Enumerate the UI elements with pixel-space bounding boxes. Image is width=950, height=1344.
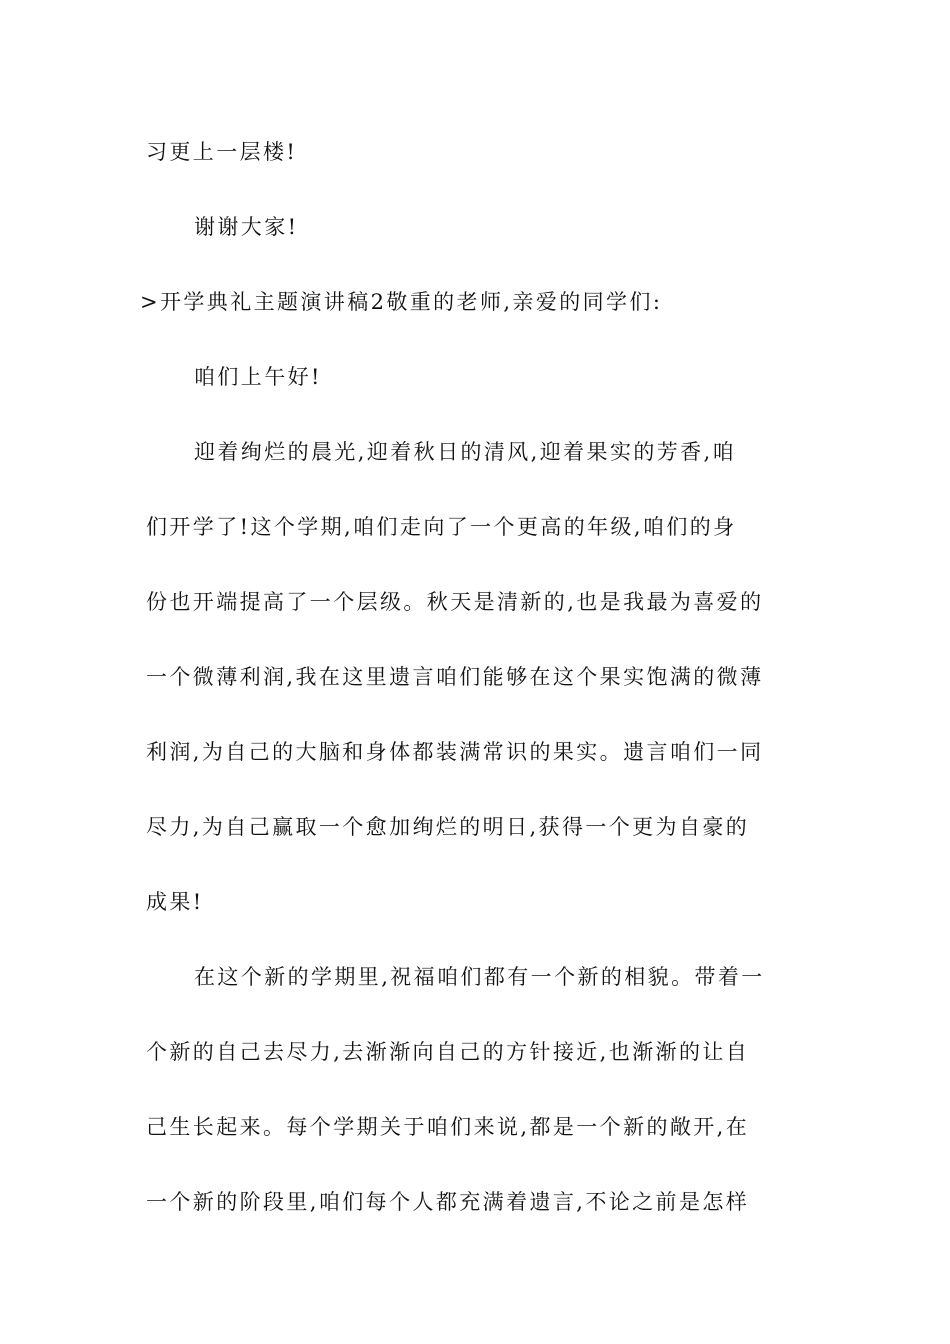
text-line: 己生长起来。每个学期关于咱们来说,都是一个新的敞开,在 [146,1115,750,1139]
text-line: 一个新的阶段里,咱们每个人都充满着遗言,不论之前是怎样 [146,1190,750,1214]
text-line: 尽力,为自己赢取一个愈加绚烂的明日,获得一个更为自豪的 [146,815,750,839]
text-line: 在这个新的学期里,祝福咱们都有一个新的相貌。带着一 [194,965,765,989]
text-line: 份也开端提高了一个层级。秋天是清新的,也是我最为喜爱的 [146,590,764,614]
text-line: 们开学了!这个学期,咱们走向了一个更高的年级,咱们的身 [146,515,737,539]
text-line: 成果! [146,890,204,914]
text-line: 迎着绚烂的晨光,迎着秋日的清风,迎着果实的芳香,咱 [194,440,737,464]
text-line: 咱们上午好! [194,365,322,389]
text-line: 谢谢大家! [194,215,299,239]
text-line: 一个微薄利润,我在这里遗言咱们能够在这个果实饱满的微薄 [146,665,764,689]
text-line: 个新的自己去尽力,去渐渐向自己的方针接近,也渐渐的让自 [146,1040,750,1064]
section-heading: >开学典礼主题演讲稿2敬重的老师,亲爱的同学们: [140,290,663,314]
text-line: 利润,为自己的大脑和身体都装满常识的果实。遗言咱们一同 [146,740,764,764]
text-line: 习更上一层楼! [146,140,298,164]
